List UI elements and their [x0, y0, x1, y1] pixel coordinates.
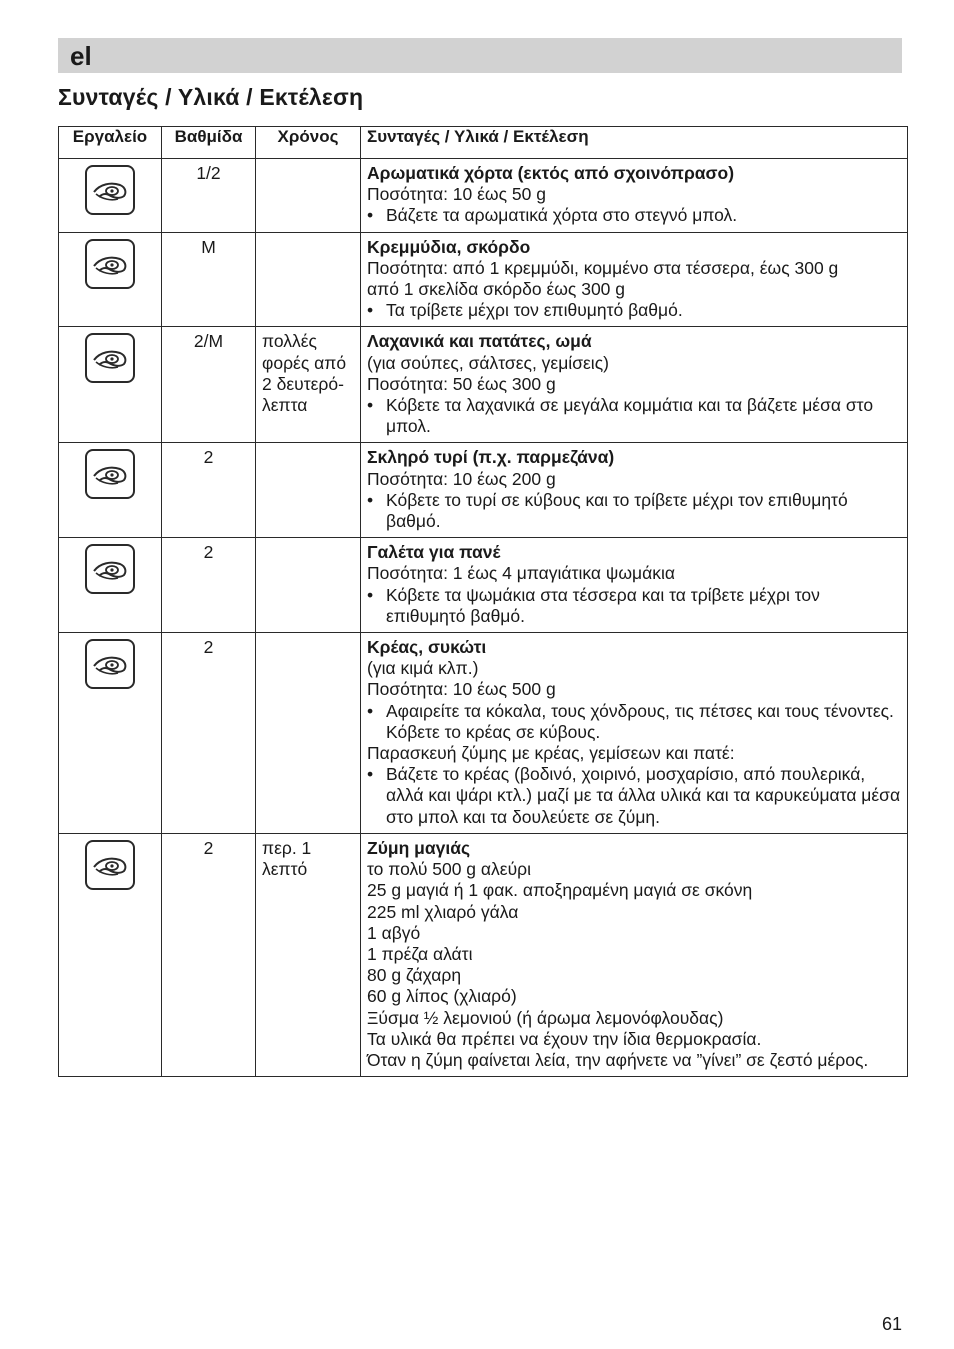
- recipe-bullet: • Βάζετε το κρέας (βοδινό, χοιρινό, μοσχαρίσιο, από πουλερικά, αλλά και ψάρι κτλ.) μαζί με τα άλλα υλικά και τα καρυκεύματα μέσα στο μπολ και τα δουλεύετε σε ζύμη.: [367, 764, 901, 828]
- language-code: el: [70, 41, 92, 71]
- level-cell: 2: [162, 538, 256, 633]
- time-cell: πολλές φορές από 2 δευτερό-λεπτα: [256, 327, 361, 443]
- time-cell: περ. 1 λεπτό: [256, 833, 361, 1076]
- level-cell: 2: [162, 633, 256, 834]
- recipe-bullet: • Κόβετε τα λαχανικά σε μεγάλα κομμάτια και τα βάζετε μέσα στο μπολ.: [367, 395, 901, 437]
- recipe-cell: [361, 327, 908, 443]
- recipe-cell: [361, 633, 908, 834]
- time-cell: [256, 538, 361, 633]
- recipe-cell: [361, 833, 908, 1076]
- recipe-line: Παρασκευή ζύμης με κρέας, γεμίσεων και πατέ:: [367, 743, 735, 764]
- recipe-bullet: • Κόβετε το τυρί σε κύβους και το τρίβετε μέχρι τον επιθυμητό βαθμό.: [367, 490, 901, 532]
- recipe-title: Ζύμη μαγιάς: [367, 837, 471, 858]
- recipe-title: Κρεμμύδια, σκόρδο: [367, 236, 531, 257]
- page-number: 61: [882, 1314, 903, 1334]
- blade-icon: [85, 449, 135, 499]
- header-recipe: Συνταγές / Υλικά / Εκτέλεση: [361, 127, 908, 159]
- level-cell: 2: [162, 443, 256, 538]
- header-level: Βαθμίδα: [162, 127, 256, 159]
- table-row: [59, 159, 908, 233]
- blade-icon: [85, 544, 135, 594]
- tool-cell: [59, 443, 162, 538]
- header-time: Χρόνος: [256, 127, 361, 159]
- blade-icon: [85, 333, 135, 383]
- recipe-title: Σκληρό τυρί (π.χ. παρμεζάνα): [367, 447, 615, 468]
- recipe-line: Ποσότητα: 10 έως 50 g: [367, 184, 546, 205]
- table-row: [59, 538, 908, 633]
- recipe-line: (για σούπες, σάλτσες, γεμίσεις): [367, 352, 609, 373]
- recipe-line: (για κιμά κλπ.): [367, 658, 479, 679]
- recipe-line: 25 g μαγιά ή 1 φακ. αποξηραμένη μαγιά σε σκόνη: [367, 880, 753, 901]
- level-cell: 1/2: [162, 159, 256, 233]
- table-row: [59, 633, 908, 834]
- time-cell: [256, 159, 361, 233]
- recipe-title: Κρέας, συκώτι: [367, 637, 487, 658]
- recipe-line: το πολύ 500 g αλεύρι: [367, 859, 531, 880]
- recipe-bullet: • Αφαιρείτε τα κόκαλα, τους χόνδρους, τις πέτσες και τους τένοντες. Κόβετε το κρέας σε κύβους.: [367, 701, 901, 743]
- recipe-bullet: • Κόβετε τα ψωμάκια στα τέσσερα και τα τρίβετε μέχρι τον επιθυμητό βαθμό.: [367, 585, 901, 627]
- recipe-line: 225 ml χλιαρό γάλα: [367, 901, 519, 922]
- recipe-cell: [361, 232, 908, 327]
- level-cell: 2/M: [162, 327, 256, 443]
- table-header-row: [59, 127, 908, 159]
- table-row: [59, 232, 908, 327]
- table-row: [59, 327, 908, 443]
- time-cell: [256, 232, 361, 327]
- level-cell: M: [162, 232, 256, 327]
- time-cell: [256, 633, 361, 834]
- recipe-line: Ξύσμα ½ λεμονιού (ή άρωμα λεμονόφλουδας): [367, 1007, 724, 1028]
- recipe-title: Γαλέτα για πανέ: [367, 542, 501, 563]
- recipe-line: από 1 σκελίδα σκόρδο έως 300 g: [367, 279, 626, 300]
- time-cell: [256, 443, 361, 538]
- language-bar: [58, 38, 902, 73]
- blade-icon: [85, 840, 135, 890]
- recipe-title: Αρωματικά χόρτα (εκτός από σχοινόπρασο): [367, 163, 735, 183]
- page-title: Συνταγές / Υλικά / Εκτέλεση: [58, 84, 364, 110]
- recipe-line: Τα υλικά θα πρέπει να έχουν την ίδια θερμοκρασία.: [367, 1028, 762, 1049]
- recipe-line: 60 g λίπος (χλιαρό): [367, 986, 517, 1007]
- tool-cell: [59, 327, 162, 443]
- recipe-cell: [361, 538, 908, 633]
- recipe-line: Ποσότητα: 10 έως 200 g: [367, 468, 556, 489]
- tool-cell: [59, 232, 162, 327]
- blade-icon: [85, 165, 135, 215]
- tool-cell: [59, 633, 162, 834]
- recipe-line: 80 g ζάχαρη: [367, 965, 462, 986]
- recipe-line: 1 πρέζα αλάτι: [367, 943, 473, 964]
- tool-cell: [59, 833, 162, 1076]
- tool-cell: [59, 538, 162, 633]
- header-tool: Εργαλείο: [59, 127, 162, 159]
- recipe-line: Ποσότητα: 50 έως 300 g: [367, 373, 556, 394]
- recipe-line: Ποσότητα: 10 έως 500 g: [367, 679, 556, 700]
- table-row: [59, 833, 908, 1076]
- level-cell: 2: [162, 833, 256, 1076]
- recipe-title: Λαχανικά και πατάτες, ωμά: [367, 331, 592, 352]
- tool-cell: [59, 159, 162, 233]
- recipe-line: Ποσότητα: 1 έως 4 μπαγιάτικα ψωμάκια: [367, 563, 675, 584]
- recipes-table: [58, 126, 908, 1077]
- recipe-line: 1 αβγό: [367, 922, 421, 943]
- recipe-line: Όταν η ζύμη φαίνεται λεία, την αφήνετε να ”γίνει” σε ζεστό μέρος.: [367, 1049, 869, 1070]
- blade-icon: [85, 239, 135, 289]
- recipe-line: Ποσότητα: από 1 κρεμμύδι, κομμένο στα τέσσερα, έως 300 g: [367, 257, 839, 278]
- recipe-cell: [361, 443, 908, 538]
- recipe-cell: [361, 159, 908, 233]
- table-row: [59, 443, 908, 538]
- blade-icon: [85, 639, 135, 689]
- recipe-bullet: • Βάζετε τα αρωματικά χόρτα στο στεγνό μπολ.: [367, 205, 901, 226]
- recipe-bullet: • Τα τρίβετε μέχρι τον επιθυμητό βαθμό.: [367, 300, 901, 321]
